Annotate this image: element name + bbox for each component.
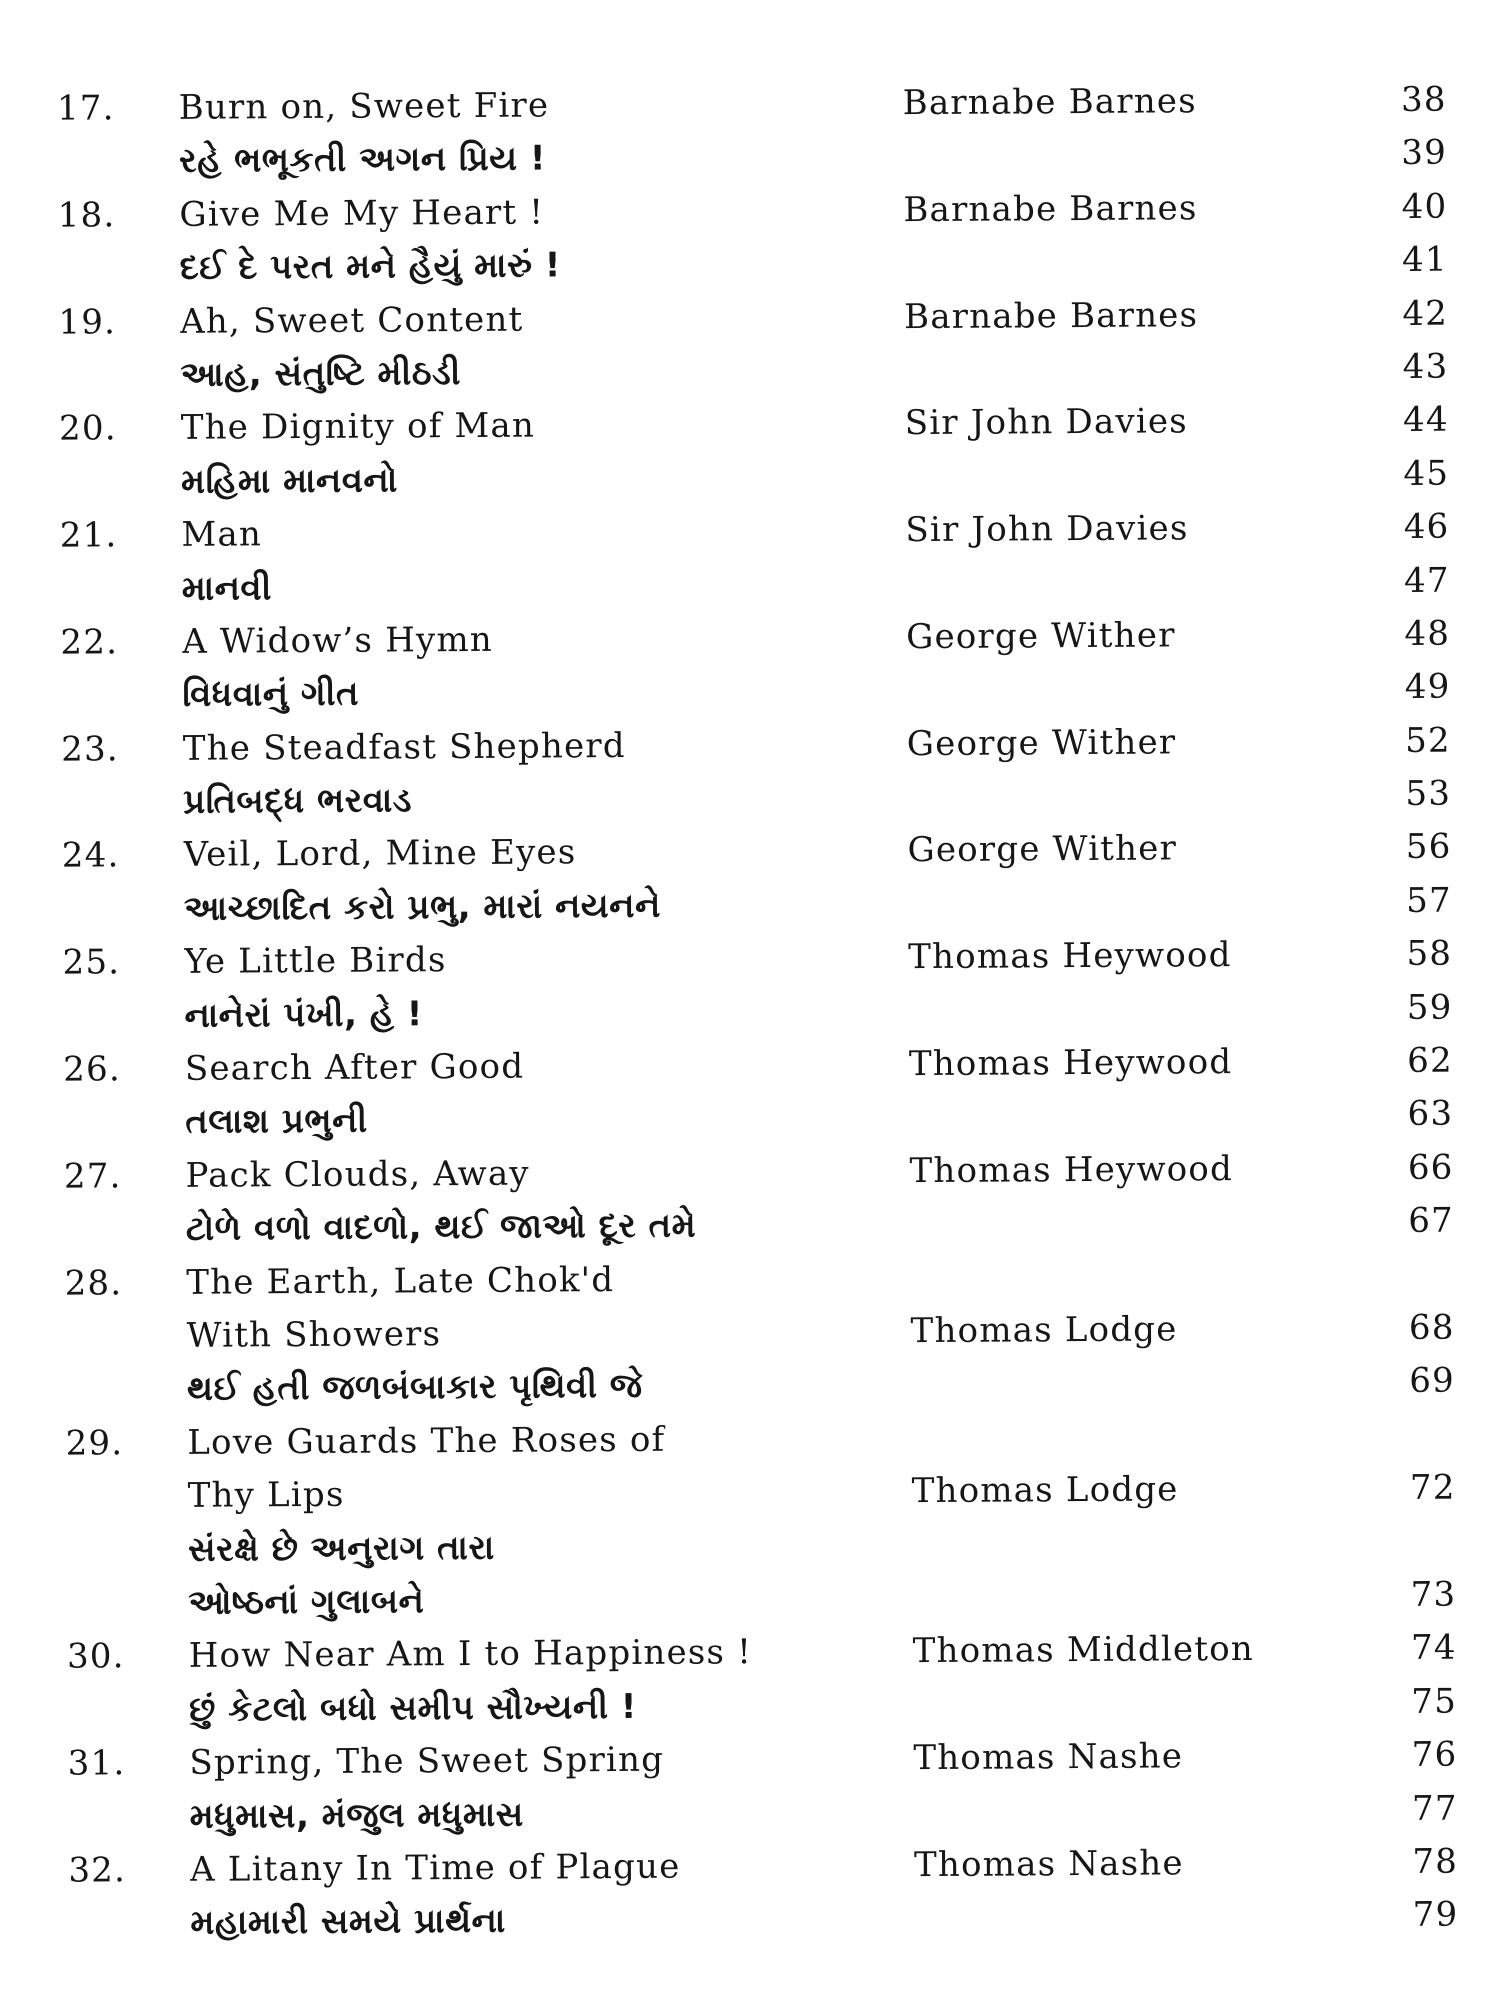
entry-line	[8, 1248, 1500, 1311]
entry-number: 27.	[63, 1156, 122, 1197]
author-name: George Wither	[906, 722, 1177, 764]
entry-number: 32.	[68, 1850, 127, 1891]
entry-line	[11, 1675, 1500, 1738]
gujarati-title: આહ, સંતુષ્ટિ મીઠડી	[180, 352, 462, 395]
entry-number: 19.	[58, 301, 117, 343]
page-number: 78	[1412, 1841, 1459, 1882]
english-title: Pack Clouds, Away	[185, 1153, 530, 1196]
gujarati-title: નાનેરાં પંખી, હે !	[184, 993, 423, 1036]
gujarati-title: મહિમા માનવનો	[180, 460, 398, 502]
toc-entry	[9, 1408, 1500, 1631]
toc-entry	[8, 1248, 1500, 1418]
page-number: 77	[1411, 1788, 1458, 1829]
english-title: Spring, The Sweet Spring	[189, 1739, 665, 1783]
toc-entry	[1, 73, 1500, 189]
toc-entry	[3, 500, 1500, 616]
entry-line	[7, 1034, 1500, 1097]
gujarati-title: ઓષ્ઠનાં ગુલાબને	[188, 1581, 425, 1623]
gujarati-title: સંરક્ષે છે અનુરાગ તારા	[187, 1527, 495, 1570]
page-number: 42	[1402, 293, 1449, 334]
page-number: 47	[1403, 560, 1450, 601]
gujarati-title: તલાશ પ્રભુની	[185, 1101, 368, 1143]
page-number: 46	[1403, 506, 1450, 548]
entry-line	[10, 1461, 1500, 1524]
entry-line	[6, 928, 1500, 991]
author-name: Thomas Lodge	[910, 1309, 1178, 1352]
entry-number: 24.	[61, 835, 120, 877]
english-title: A Widow’s Hymn	[182, 619, 494, 662]
author-name: Barnabe Barnes	[903, 294, 1199, 337]
entry-line	[4, 661, 1500, 724]
toc-entry	[7, 1141, 1500, 1257]
toc-entry	[4, 607, 1500, 723]
gujarati-title: રહે ભભૂકતી અગન પ્રિય !	[178, 138, 547, 182]
entry-number: 30.	[66, 1636, 125, 1677]
toc-entry	[6, 928, 1500, 1044]
entry-line	[5, 821, 1500, 884]
author-name: Thomas Lodge	[911, 1469, 1179, 1512]
page-number: 75	[1411, 1681, 1458, 1722]
gujarati-title: આચ્છાદિત કરો પ્રભુ, મારાં નયનને	[183, 885, 662, 929]
toc-entry	[2, 287, 1500, 403]
entry-line	[10, 1515, 1500, 1578]
page-number: 39	[1401, 133, 1448, 174]
entry-line	[4, 554, 1500, 617]
page-number: 66	[1407, 1147, 1454, 1188]
author-name: Barnabe Barnes	[903, 188, 1198, 230]
page-number: 59	[1406, 987, 1453, 1028]
author-name: Thomas Heywood	[908, 1042, 1233, 1085]
entry-number: 23.	[61, 728, 119, 770]
entry-number: 25.	[62, 942, 121, 983]
entry-line	[12, 1782, 1500, 1845]
entry-number: 17.	[56, 88, 115, 129]
entry-line	[1, 127, 1500, 190]
english-title: Burn on, Sweet Fire	[178, 85, 550, 128]
entry-line	[9, 1355, 1500, 1418]
gujarati-title: માનવી	[181, 567, 273, 609]
page-number: 43	[1402, 346, 1449, 387]
entry-line	[2, 233, 1500, 296]
page-number: 79	[1412, 1894, 1459, 1936]
gujarati-title: મહામારી સમયે પ્રાર્થના	[190, 1901, 506, 1944]
page-number: 53	[1405, 773, 1452, 815]
author-name: Thomas Middleton	[912, 1629, 1255, 1672]
toc-entry	[11, 1622, 1500, 1738]
entry-number: 29.	[65, 1422, 124, 1464]
page-number: 48	[1404, 613, 1451, 654]
entry-line	[6, 874, 1500, 937]
entry-line	[2, 287, 1500, 350]
entry-line	[3, 447, 1500, 510]
entry-line	[12, 1889, 1500, 1952]
page-number: 67	[1408, 1200, 1455, 1242]
english-title: Love Guards The Roses of	[187, 1419, 666, 1463]
toc-entry	[7, 1034, 1500, 1150]
entry-line	[6, 981, 1500, 1044]
english-title: Give Me My Heart !	[179, 192, 545, 235]
entry-line	[2, 340, 1500, 403]
english-title: Ah, Sweet Content	[179, 299, 524, 342]
toc-entry	[1, 180, 1500, 296]
author-name: Thomas Nashe	[913, 1843, 1184, 1886]
english-title: Veil, Lord, Mine Eyes	[183, 832, 577, 876]
author-name: Barnabe Barnes	[902, 81, 1197, 124]
page-number: 57	[1406, 880, 1452, 921]
entry-number: 20.	[58, 408, 117, 449]
entry-line	[1, 180, 1500, 243]
entry-line	[11, 1622, 1500, 1685]
english-title: Search After Good	[184, 1046, 525, 1089]
entry-number: 26.	[63, 1049, 122, 1090]
entry-number: 22.	[60, 622, 119, 663]
toc-entry	[11, 1728, 1500, 1844]
entry-line	[3, 500, 1500, 563]
entry-number: 31.	[67, 1743, 126, 1784]
entry-number: 28.	[64, 1262, 123, 1304]
page-number: 69	[1409, 1361, 1456, 1402]
page-number: 73	[1410, 1574, 1457, 1615]
author-name: Sir John Davies	[904, 401, 1189, 444]
english-title: The Dignity of Man	[180, 405, 536, 449]
page-number: 68	[1408, 1307, 1455, 1348]
entry-line	[4, 607, 1500, 670]
gujarati-title: પ્રતિબદ્ધ ભરવાડ	[183, 780, 413, 822]
toc-entry	[12, 1835, 1500, 1951]
page-number: 44	[1402, 399, 1449, 441]
entry-line	[10, 1568, 1500, 1631]
entry-line	[3, 394, 1500, 457]
gujarati-title: વિધવાનું ગીત	[182, 673, 360, 716]
entry-line	[9, 1408, 1500, 1471]
english-title: With Showers	[186, 1314, 442, 1356]
gujarati-title: થઈ હતી જળબંબાકાર પૃથિવી જે	[186, 1366, 643, 1410]
page-number: 45	[1403, 453, 1450, 494]
page-number: 62	[1407, 1040, 1454, 1081]
english-title: Ye Little Birds	[184, 940, 447, 983]
gujarati-title: દઈ દે પરત મને હૈયું મારું !	[179, 245, 561, 289]
entry-line	[8, 1194, 1500, 1257]
gujarati-title: ટોળે વળો વાદળો, થઈ જાઓ દૂર તમે	[185, 1205, 697, 1250]
author-name: George Wither	[907, 828, 1178, 871]
entry-line	[7, 1141, 1500, 1204]
english-title: The Earth, Late Chok'd	[186, 1259, 615, 1303]
toc-entry	[5, 821, 1500, 937]
entry-number: 21.	[59, 515, 118, 556]
entry-line	[1, 73, 1500, 136]
page-number: 38	[1400, 79, 1447, 120]
gujarati-title: છું કેટલો બધો સમીપ સૌખ્યની !	[188, 1686, 637, 1730]
page-number: 56	[1405, 827, 1452, 868]
author-name: George Wither	[906, 615, 1176, 658]
page-number: 52	[1405, 720, 1451, 761]
page-number: 49	[1404, 666, 1451, 708]
english-title: How Near Am I to Happiness !	[188, 1632, 753, 1677]
page-number: 72	[1409, 1467, 1456, 1509]
toc-entry	[5, 714, 1500, 830]
entry-line	[5, 767, 1500, 830]
author-name: Sir John Davies	[905, 508, 1189, 551]
english-title: A Litany In Time of Plague	[189, 1846, 681, 1890]
english-title: Man	[181, 514, 263, 555]
page-number: 74	[1410, 1627, 1457, 1669]
page-number: 58	[1406, 933, 1453, 975]
entry-line	[12, 1835, 1500, 1898]
page-number: 40	[1401, 186, 1448, 227]
english-title: The Steadfast Shepherd	[182, 725, 626, 769]
toc-entry	[3, 394, 1500, 510]
entry-line	[8, 1301, 1500, 1364]
author-name: Thomas Heywood	[908, 935, 1232, 978]
english-title: Thy Lips	[187, 1474, 345, 1516]
entry-line	[5, 714, 1500, 777]
author-name: Thomas Heywood	[909, 1148, 1234, 1191]
page-number: 76	[1411, 1734, 1458, 1776]
page-number: 41	[1401, 239, 1448, 281]
page-number: 63	[1407, 1094, 1454, 1135]
author-name: Thomas Nashe	[913, 1736, 1184, 1779]
entry-line	[11, 1728, 1500, 1791]
entry-line	[7, 1088, 1500, 1151]
gujarati-title: મધુમાસ, મંજુલ મધુમાસ	[189, 1794, 524, 1837]
entry-number: 18.	[57, 195, 116, 236]
